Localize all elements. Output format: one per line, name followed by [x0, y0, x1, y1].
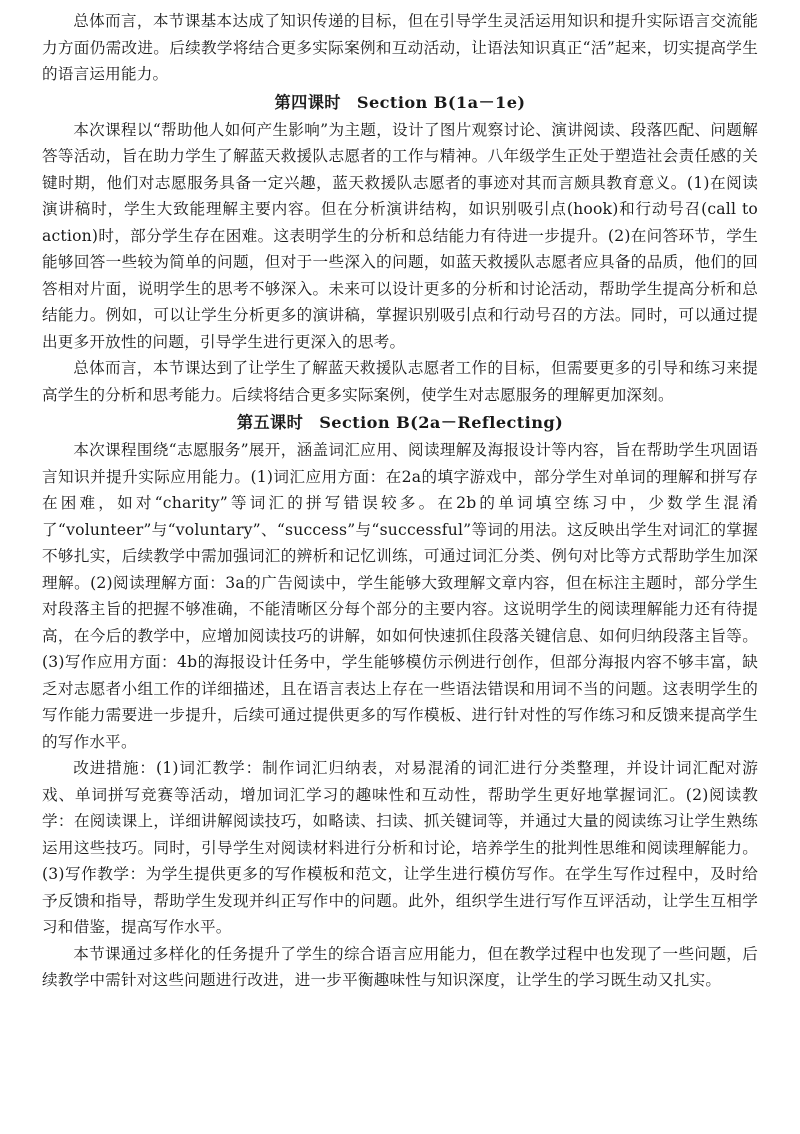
section-heading-4 — [42, 90, 758, 116]
section-5-paragraph-1: 本次课程围绕“志愿服务”展开，涵盖词汇应用、阅读理解及海报设计等内容，旨在帮助学生巩固语言知识并提升实际应用能力。(1)词汇应用方面：在2a的填字游戏中，部分学生对单词的理解和拼写存在困难，如对“charity”等词汇的拼写错误较多。在2b的单词填空练习中，少数学生混淆了“volunteer”与“voluntary”、“success”与“successful”等词的用法。这反映出学生对词汇的掌握不够扎实，后续教学中需加强词汇的辨析和记忆训练，可通过词汇分类、例句对比等方式帮助学生加深理解。(2)阅读理解方面：3a的广告阅读中，学生能够大致理解文章内容，但在标注主题时，部分学生对段落主旨的把握不够准确，不能清晰区分每个部分的主要内容。这说明学生的阅读理解能力还有待提高，在今后的教学中，应增加阅读技巧的讲解，如如何快速抓住段落关键信息、如何归纳段落主旨等。(3)写作应用方面：4b的海报设计任务中，学生能够模仿示例进行创作，但部分海报内容不够丰富，缺乏对志愿者小组工作的详细描述，且在语言表达上存在一些语法错误和用词不当的问题。这表明学生的写作能力需要进一步提升，后续可通过提供更多的写作模板、进行针对性的写作练习和反馈来提高学生的写作水平。 — [42, 441, 758, 751]
summary-paragraph: 总体而言，本节课基本达成了知识传递的目标，但在引导学生灵活运用知识和提升实际语言交流能力方面仍需改进。后续教学将结合更多实际案例和互动活动，让语法知识真正“活”起来，切实提高学生的语言运用能力。 — [42, 12, 758, 83]
page-number: 103 — [338, 1058, 446, 1134]
section-4-paragraph-2: 总体而言，本节课达到了让学生了解蓝天救援队志愿者工作的目标，但需要更多的引导和练习来提高学生的分析和思考能力。后续将结合更多实际案例，使学生对志愿服务的理解更加深刻。 — [42, 359, 758, 404]
section-heading-4-en: Section B(1a－1e) — [356, 92, 526, 112]
section-heading-5 — [42, 410, 758, 436]
section-heading-5-cn: 第五课时 — [236, 413, 304, 432]
section-heading-5-en: Section B(2a－Reflecting) — [319, 413, 564, 432]
section-heading-4-cn: 第四课时 — [274, 92, 341, 112]
document-page — [42, 8, 758, 994]
section-5-paragraph-2: 改进措施：(1)词汇教学：制作词汇归纳表，对易混淆的词汇进行分类整理，并设计词汇配对游戏、单词拼写竞赛等活动，增加词汇学习的趣味性和互动性，帮助学生更好地掌握词汇。(2)阅读教学：在阅读课上，详细讲解阅读技巧，如略读、扫读、抓关键词等，并通过大量的阅读练习让学生熟练运用这些技巧。同时，引导学生对阅读材料进行分析和讨论，培养学生的批判性思维和阅读理解能力。(3)写作教学：为学生提供更多的写作模板和范文，让学生进行模仿写作。在学生写作过程中，及时给予反馈和指导，帮助学生发现并纠正写作中的问题。此外，组织学生进行写作互评活动，让学生互相学习和借鉴，提高写作水平。 — [42, 759, 758, 936]
section-4-paragraph-1: 本次课程以“帮助他人如何产生影响”为主题，设计了图片观察讨论、演讲阅读、段落匹配、问题解答等活动，旨在助力学生了解蓝天救援队志愿者的工作与精神。八年级学生正处于塑造社会责任感的关键时期，他们对志愿服务具备一定兴趣，蓝天救援队志愿者的事迹对其而言颇具教育意义。(1)在阅读演讲稿时，学生大致能理解主要内容。但在分析演讲结构，如识别吸引点(hook)和行动号召(call to action)时，部分学生存在困难。这表明学生的分析和总结能力有待进一步提升。(2)在问答环节，学生能够回答一些较为简单的问题，但对于一些深入的问题，如蓝天救援队志愿者应具备的品质，他们的回答相对片面，说明学生的思考不够深入。未来可以设计更多的分析和讨论活动，帮助学生提高分析和总结能力。例如，可以让学生分析更多的演讲稿，掌握识别吸引点和行动号召的方法。同时，可以通过提出更多开放性的问题，引导学生进行更深入的思考。 — [42, 120, 758, 351]
section-5-paragraph-3: 本节课通过多样化的任务提升了学生的综合语言应用能力，但在教学过程中也发现了一些问题，后续教学中需针对这些问题进行改进，进一步平衡趣味性与知识深度，让学生的学习既生动又扎实。 — [42, 944, 758, 989]
